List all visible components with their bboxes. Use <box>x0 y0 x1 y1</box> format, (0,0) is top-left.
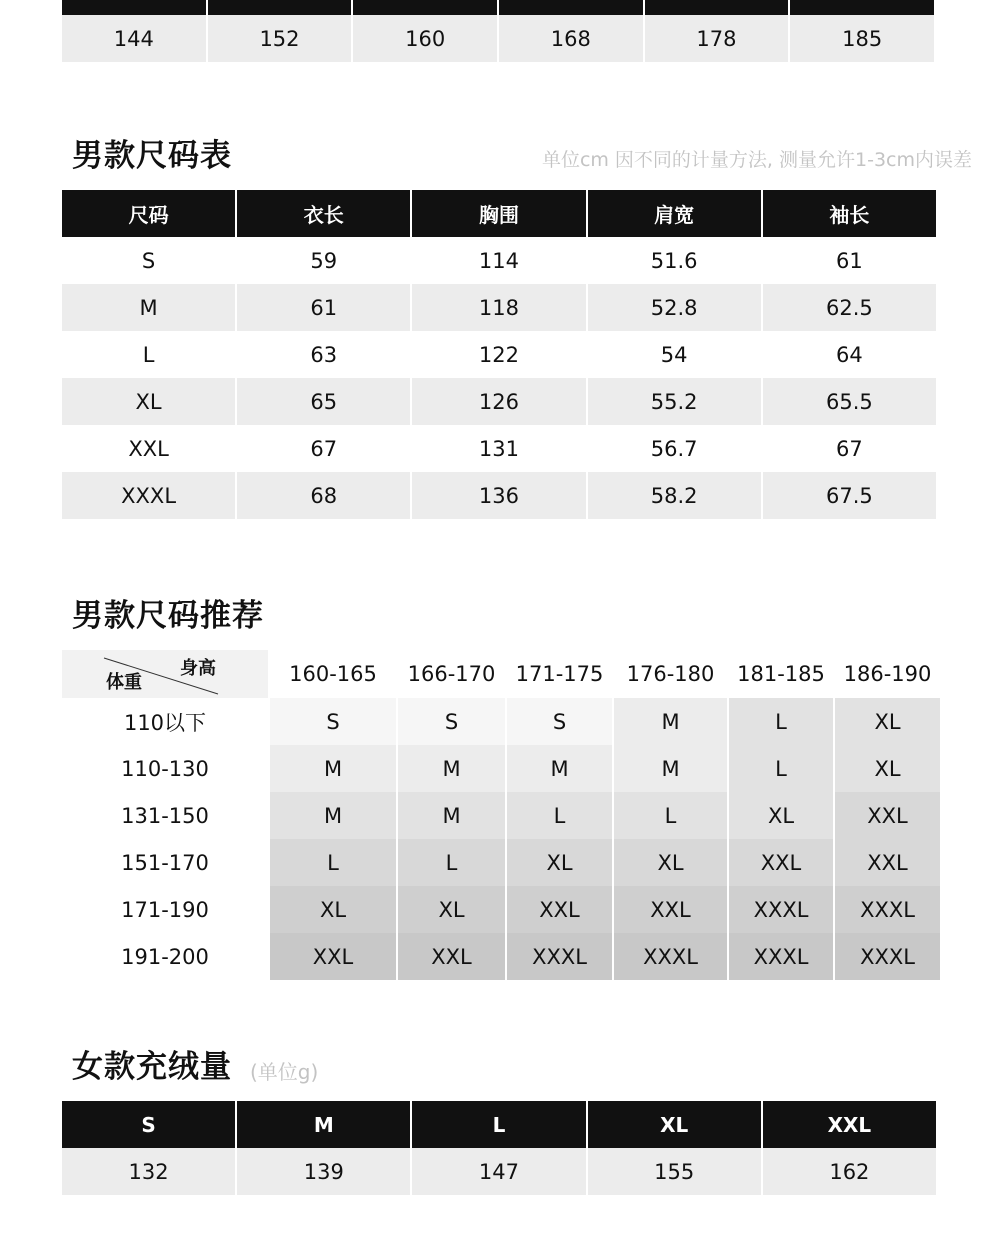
table-cell: 67 <box>310 436 338 461</box>
table-cell: 52.8 <box>588 284 761 331</box>
header-size: XL <box>588 1101 761 1148</box>
table-cell: 147 <box>412 1148 585 1195</box>
table-row <box>62 237 936 284</box>
table-row <box>62 284 936 331</box>
table-cell: 160 <box>353 15 497 62</box>
table-cell: 185 <box>790 15 934 62</box>
top-partial-table <box>60 0 936 62</box>
size-recommendation: L <box>614 792 727 839</box>
table-cell: 59 <box>310 248 338 273</box>
table-row <box>62 1148 936 1195</box>
recommendation-table <box>60 650 942 980</box>
corner-height-label: 身高 <box>180 658 216 679</box>
weight-label: 110-130 <box>62 745 268 792</box>
size-recommendation: XXL <box>835 839 940 886</box>
table-row <box>62 331 936 378</box>
size-recommendation: XL <box>614 839 727 886</box>
table-cell: 63 <box>310 342 338 367</box>
height-header: 176-180 <box>614 650 727 698</box>
table-cell: 54 <box>660 342 688 367</box>
size-recommendation: M <box>507 745 612 792</box>
men-size-table-wrapper <box>62 190 938 519</box>
header-chest: 胸围 <box>412 190 585 237</box>
table-cell: 139 <box>237 1148 410 1195</box>
height-header: 171-175 <box>507 650 612 698</box>
table-cell: 178 <box>645 15 789 62</box>
weight-label: 110以下 <box>62 698 268 745</box>
women-down-table-wrapper <box>62 1101 938 1195</box>
weight-label: 191-200 <box>62 933 268 980</box>
size-cell: XXL <box>128 436 169 461</box>
size-recommendation: XL <box>398 886 505 933</box>
top-header-cell <box>499 0 643 15</box>
table-cell: 132 <box>62 1148 235 1195</box>
table-cell: 155 <box>588 1148 761 1195</box>
size-recommendation: XL <box>270 886 396 933</box>
size-recommendation: XXL <box>729 839 833 886</box>
weight-label: 151-170 <box>62 839 268 886</box>
size-recommendation: M <box>614 745 727 792</box>
table-row <box>62 425 936 472</box>
header-size: S <box>62 1101 235 1148</box>
table-cell: 118 <box>412 284 585 331</box>
section-title-women-down-fill: 女款充绒量 <box>72 1049 232 1085</box>
header-length: 衣长 <box>237 190 410 237</box>
size-recommendation: L <box>270 839 396 886</box>
table-row <box>62 933 940 980</box>
table-row <box>62 472 936 519</box>
table-cell: 152 <box>208 15 352 62</box>
table-row <box>62 839 940 886</box>
size-cell: L <box>142 342 155 367</box>
women-down-fill-table <box>60 1101 938 1195</box>
size-recommendation: XXXL <box>614 933 727 980</box>
table-cell: 61 <box>237 284 410 331</box>
header-size: L <box>412 1101 585 1148</box>
section-title-men-recommendation: 男款尺码推荐 <box>72 598 264 634</box>
table-row <box>62 745 940 792</box>
corner-header <box>62 650 268 698</box>
size-recommendation: M <box>398 745 505 792</box>
table-cell: 62.5 <box>763 284 936 331</box>
size-recommendation: XXXL <box>729 886 833 933</box>
table-cell: 131 <box>478 436 520 461</box>
size-recommendation: XXL <box>835 792 940 839</box>
size-cell: XL <box>62 378 235 425</box>
table-cell: 144 <box>62 15 206 62</box>
table-cell: 68 <box>237 472 410 519</box>
table-row <box>62 886 940 933</box>
header-size: M <box>237 1101 410 1148</box>
top-table-section <box>62 0 938 62</box>
table-row <box>62 698 940 745</box>
table-cell: 162 <box>763 1148 936 1195</box>
top-header-cell <box>353 0 497 15</box>
table-cell: 67 <box>836 436 863 461</box>
table-cell: 61 <box>836 248 863 273</box>
table-row <box>62 378 936 425</box>
measurement-note: 单位cm 因不同的计量方法, 测量允许1-3cm内误差 <box>541 149 972 171</box>
recommendation-table-wrapper <box>62 650 938 980</box>
height-header: 166-170 <box>398 650 505 698</box>
height-header: 160-165 <box>270 650 396 698</box>
size-recommendation: XL <box>835 745 940 792</box>
corner-weight-label: 体重 <box>106 672 142 693</box>
table-cell: 58.2 <box>588 472 761 519</box>
top-header-cell <box>208 0 352 15</box>
size-recommendation: XXL <box>398 933 505 980</box>
size-recommendation: L <box>507 792 612 839</box>
size-cell: S <box>141 248 156 273</box>
size-recommendation: M <box>270 745 396 792</box>
size-recommendation: XXL <box>270 933 396 980</box>
size-recommendation: XL <box>507 839 612 886</box>
size-recommendation: XL <box>835 698 940 745</box>
top-header-cell <box>790 0 934 15</box>
size-recommendation: XXXL <box>507 933 612 980</box>
top-header-cell <box>62 0 206 15</box>
table-cell: 64 <box>836 342 863 367</box>
weight-label: 171-190 <box>62 886 268 933</box>
men-size-table <box>60 190 938 519</box>
table-cell: 126 <box>412 378 585 425</box>
size-recommendation: L <box>398 839 505 886</box>
size-cell: M <box>62 284 235 331</box>
size-recommendation: XXL <box>614 886 727 933</box>
size-recommendation: S <box>507 698 612 745</box>
size-recommendation: L <box>729 745 833 792</box>
diagonal-divider <box>62 650 268 698</box>
unit-note: (单位g) <box>250 1060 319 1084</box>
size-recommendation: L <box>729 698 833 745</box>
size-recommendation: XXL <box>507 886 612 933</box>
top-header-cell <box>645 0 789 15</box>
header-size: 尺码 <box>62 190 235 237</box>
height-header: 186-190 <box>835 650 940 698</box>
header-size: XXL <box>763 1101 936 1148</box>
table-row <box>62 15 934 62</box>
weight-label: 131-150 <box>62 792 268 839</box>
size-recommendation: XXXL <box>835 933 940 980</box>
table-cell: 56.7 <box>650 436 698 461</box>
table-cell: 136 <box>412 472 585 519</box>
table-cell: 67.5 <box>763 472 936 519</box>
size-recommendation: M <box>270 792 396 839</box>
table-cell: 122 <box>478 342 520 367</box>
header-sleeve: 袖长 <box>763 190 936 237</box>
header-shoulder: 肩宽 <box>588 190 761 237</box>
table-cell: 168 <box>499 15 643 62</box>
table-row <box>62 792 940 839</box>
table-cell: 65.5 <box>763 378 936 425</box>
size-recommendation: XXXL <box>729 933 833 980</box>
table-cell: 114 <box>478 248 520 273</box>
table-cell: 65 <box>237 378 410 425</box>
table-cell: 51.6 <box>650 248 698 273</box>
size-recommendation: XL <box>729 792 833 839</box>
size-recommendation: S <box>398 698 505 745</box>
section-title-men-size-chart: 男款尺码表 <box>72 138 232 174</box>
size-recommendation: S <box>270 698 396 745</box>
size-cell: XXXL <box>62 472 235 519</box>
size-recommendation: XXXL <box>835 886 940 933</box>
height-header: 181-185 <box>729 650 833 698</box>
size-recommendation: M <box>614 698 727 745</box>
size-recommendation: M <box>398 792 505 839</box>
table-cell: 55.2 <box>588 378 761 425</box>
